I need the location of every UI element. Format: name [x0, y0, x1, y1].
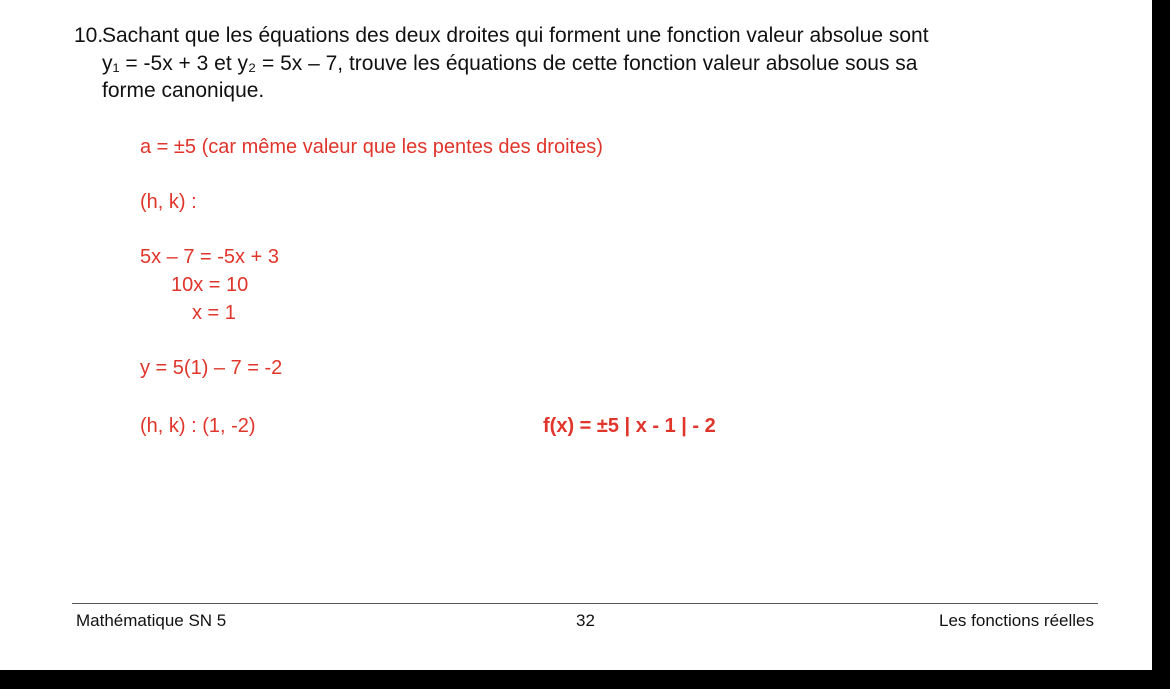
footer-course-title: Mathématique SN 5	[76, 611, 227, 630]
equation-step-1: 5x – 7 = -5x + 3	[140, 246, 279, 268]
answer-function: f(x) = ±5 | x - 1 | - 2	[543, 415, 716, 437]
question-text-line-2: y₁ = -5x + 3 et y₂ = 5x – 7, trouve les équations de cette fonction valeur absolue sous sa	[102, 52, 918, 75]
footer-page-number: 32	[576, 611, 595, 630]
answer-hk-result: (h, k) : (1, -2)	[140, 415, 256, 437]
footer-chapter-title: Les fonctions réelles	[939, 611, 1094, 630]
equation-step-2: 10x = 10	[171, 274, 249, 296]
question-number: 10.	[74, 24, 104, 47]
question-text-line-1: Sachant que les équations des deux droites qui forment une fonction valeur absolue sont	[102, 24, 929, 47]
answer-a-value: a = ±5 (car même valeur que les pentes des droites)	[140, 136, 603, 158]
equation-step-3: x = 1	[192, 302, 236, 324]
footer-divider	[72, 603, 1098, 604]
answer-hk-label: (h, k) :	[140, 191, 197, 213]
answer-y-value: y = 5(1) – 7 = -2	[140, 357, 283, 379]
question-text-line-3: forme canonique.	[102, 79, 265, 102]
